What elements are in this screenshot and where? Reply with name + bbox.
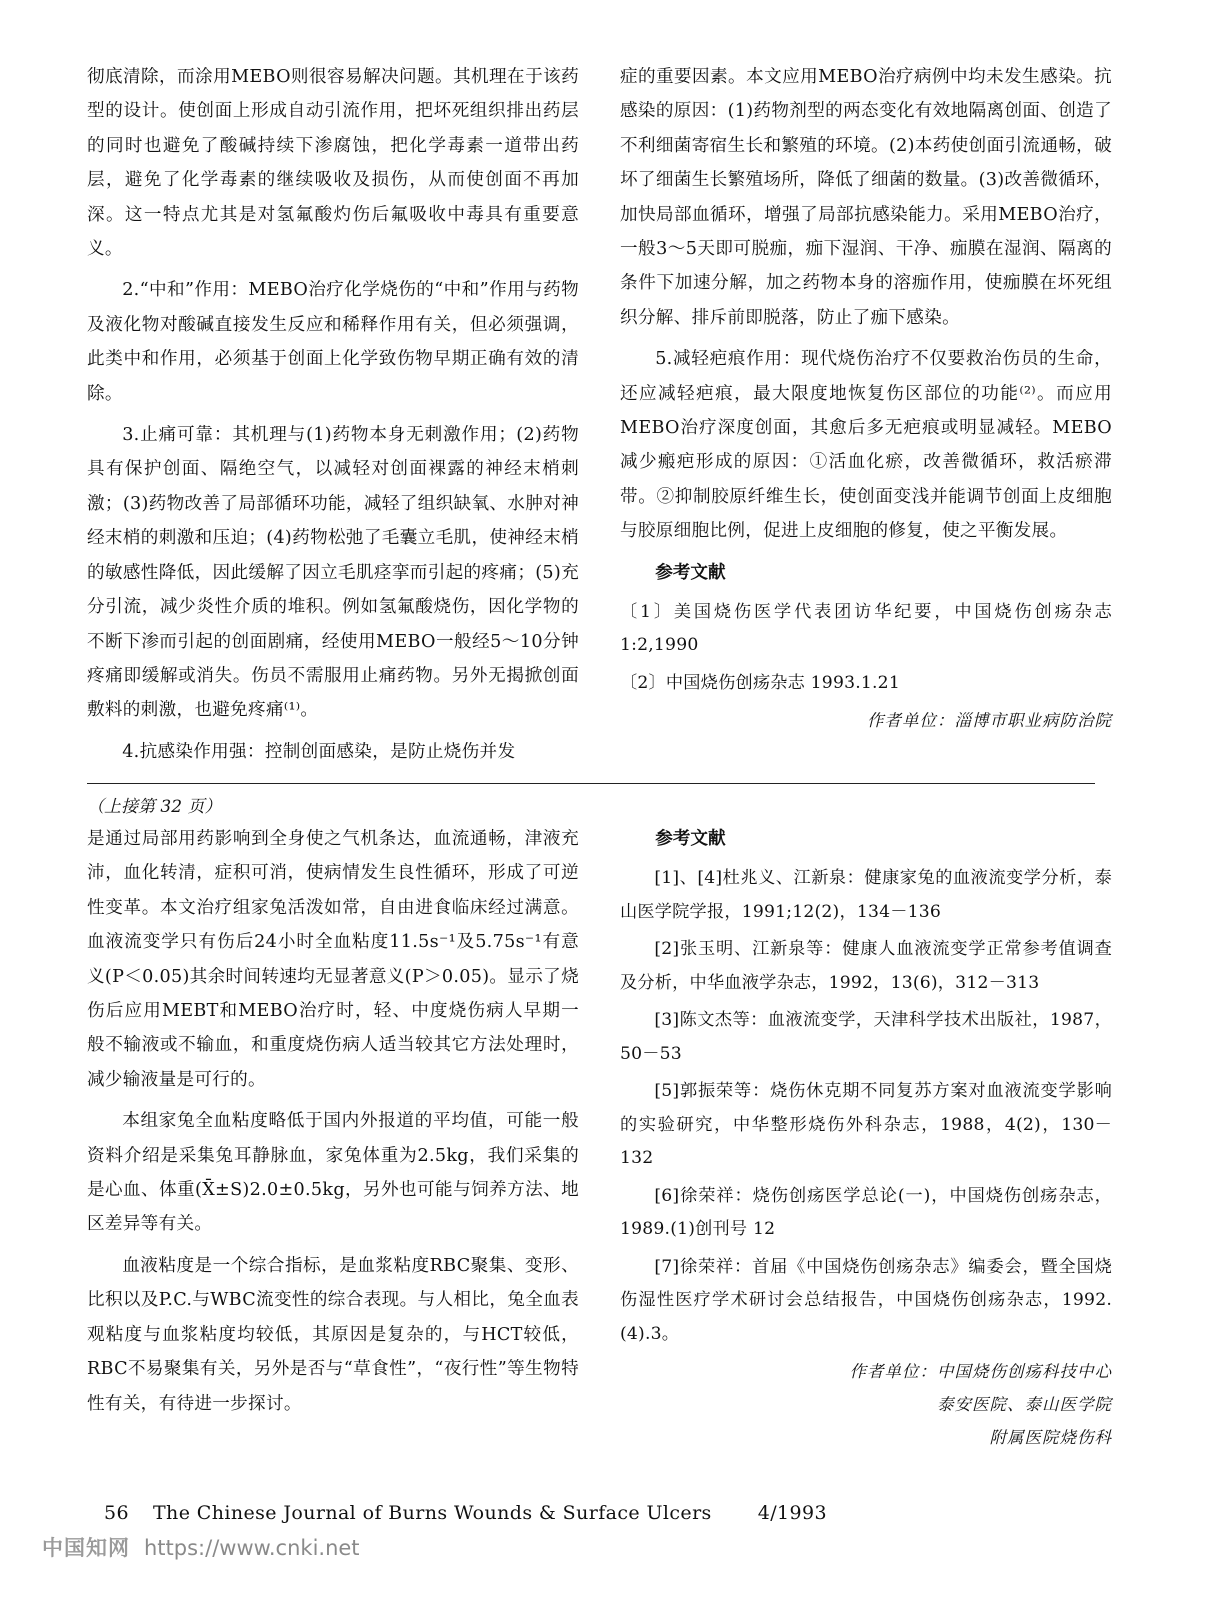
- cnki-watermark: [42, 1532, 360, 1562]
- reference-item: [7]徐荣祥：首届《中国烧伤创疡杂志》编委会，暨全国烧伤湿性医疗学术研讨会总结报告，中国烧伤创疡杂志，1992.(4).3。: [620, 1256, 1112, 1344]
- reference-item: [1]、[4]杜兆义、江新泉：健康家兔的血液流变学分析，泰山医学院学报，1991;12(2)，134－136: [620, 868, 1112, 922]
- top-left-column: [87, 60, 579, 776]
- page-footer: [104, 1502, 827, 1524]
- page-number: 56: [104, 1502, 129, 1524]
- reference-item: [6]徐荣祥：烧伤创疡医学总论(一)，中国烧伤创疡杂志，1989.(1)创刊号 12: [620, 1185, 1112, 1239]
- reference-item: [5]郭振荣等：烧伤休克期不同复苏方案对血液流变学影响的实验研究，中华整形烧伤外科杂志，1988，4(2)，130－132: [620, 1081, 1112, 1168]
- section-divider: [87, 783, 1095, 784]
- body-paragraph: 2.“中和”作用：MEBO治疗化学烧伤的“中和”作用与药物及液化物对酸碱直接发生反应和稀释作用有关，但必须强调，此类中和作用，必须基于创面上化学致伤物早期正确有效的清除。: [87, 280, 579, 404]
- references-heading: 参考文献: [655, 828, 726, 849]
- author-affiliation-line: 泰安医院、泰山医学院: [937, 1395, 1112, 1414]
- cnki-url[interactable]: https://www.cnki.net: [144, 1536, 360, 1560]
- top-right-column: [620, 60, 1112, 737]
- journal-name: The Chinese Journal of Burns Wounds & Surface Ulcers: [152, 1502, 712, 1524]
- bottom-right-column: [620, 822, 1112, 1454]
- body-paragraph: 3.止痛可靠：其机理与(1)药物本身无刺激作用；(2)药物具有保护创面、隔绝空气，以减轻对创面裸露的神经末梢刺激；(3)药物改善了局部循环功能，减轻了组织缺氧、水肿对神经末梢的刺激和压迫；(4)药物松弛了毛囊立毛肌，使神经末梢的敏感性降低，因此缓解了因立毛肌痉挛而引起的疼痛；(5)充分引流，减少炎性介质的堆积。例如氢氟酸烧伤，因化学物的不断下渗而引起的创面剧痛，经使用MEBO一般经5～10分钟疼痛即缓解或消失。伤员不需服用止痛药物。另外无揭掀创面敷料的刺激，也避免疼痛⁽¹⁾。: [87, 425, 579, 721]
- reference-item: [3]陈文杰等：血液流变学，天津科学技术出版社，1987，50－53: [620, 1010, 1112, 1064]
- author-affiliation: 作者单位：淄博市职业病防治院: [867, 711, 1112, 731]
- body-paragraph: 症的重要因素。本文应用MEBO治疗病例中均未发生感染。抗感染的原因：(1)药物剂型的两态变化有效地隔离创面、创造了不利细菌寄宿生长和繁殖的环境。(2)本药使创面引流通畅，破坏了细菌生长繁殖场所，降低了细菌的数量。(3)改善微循环，加快局部血循环，增强了局部抗感染能力。采用MEBO治疗，一般3～5天即可脱痂，痂下湿润、干净、痂膜在湿润、隔离的条件下加速分解，加之药物本身的溶痂作用，使痂膜在坏死组织分解、排斥前即脱落，防止了痂下感染。: [620, 67, 1112, 328]
- reference-item: [2]张玉明、江新泉等：健康人血液流变学正常参考值调查及分析，中华血液学杂志，1992，13(6)，312－313: [620, 939, 1112, 993]
- body-paragraph: 血液粘度是一个综合指标，是血浆粘度RBC聚集、变形、比积以及P.C.与WBC流变性的综合表现。与人相比，兔全血表观粘度与血浆粘度均较低，其原因是复杂的，与HCT较低，RBC不易聚集有关，另外是否与“草食性”，“夜行性”等生物特性有关，有待进一步探讨。: [87, 1255, 579, 1414]
- body-paragraph: 本组家兔全血粘度略低于国内外报道的平均值，可能一般资料介绍是采集兔耳静脉血，家兔体重为2.5kg，我们采集的是心血、体重(X̄±S)2.0±0.5kg，另外也可能与饲养方法、地区差异等有关。: [87, 1111, 579, 1235]
- bottom-left-column: [87, 792, 579, 1428]
- body-paragraph: 是通过局部用药影响到全身使之气机条达，血流通畅，津液充沛，血化转清，症积可消，使病情发生良性循环，形成了可逆性变革。本文治疗组家兔活泼如常，自由进食临床经过满意。血液流变学只有伤后24小时全血粘度11.5s⁻¹及5.75s⁻¹有意义(P＜0.05)其余时间转速均无显著意义(P＞0.05)。显示了烧伤后应用MEBT和MEBO治疗时，轻、中度烧伤病人早期一般不输液或不输血，和重度烧伤病人适当较其它方法处理时，减少输液量是可行的。: [87, 829, 579, 1090]
- cnki-logo: 中国知网: [42, 1536, 130, 1560]
- author-affiliation-line: 作者单位：中国烧伤创疡科技中心: [849, 1362, 1112, 1381]
- body-paragraph: 5.减轻疤痕作用：现代烧伤治疗不仅要救治伤员的生命，还应减轻疤痕，最大限度地恢复伤区部位的功能⁽²⁾。而应用MEBO治疗深度创面，其愈后多无疤痕或明显减轻。MEBO减少瘢疤形成的原因：①活血化瘀，改善微循环，救活瘀滞带。②抑制胶原纤维生长，使创面变浅并能调节创面上皮细胞与胶原细胞比例，促进上皮细胞的修复，使之平衡发展。: [620, 349, 1112, 542]
- continued-from-note: （上接第 32 页）: [87, 797, 222, 817]
- issue-number: 4/1993: [757, 1502, 827, 1524]
- references-heading: 参考文献: [655, 561, 726, 583]
- reference-item: 〔1〕美国烧伤医学代表团访华纪要，中国烧伤创疡杂志 1:2,1990: [620, 601, 1112, 656]
- author-affiliation-line: 附属医院烧伤科: [989, 1428, 1112, 1447]
- reference-item: 〔2〕中国烧伤创疡杂志 1993.1.21: [620, 672, 900, 693]
- body-paragraph: 彻底清除，而涂用MEBO则很容易解决问题。其机理在于该药型的设计。使创面上形成自动引流作用，把坏死组织排出药层的同时也避免了酸碱持续下渗腐蚀，把化学毒素一道带出药层，避免了化学毒素的继续吸收及损伤，从而使创面不再加深。这一特点尤其是对氢氟酸灼伤后氟吸收中毒具有重要意义。: [87, 67, 579, 260]
- body-paragraph: 4.抗感染作用强：控制创面感染，是防止烧伤并发: [122, 741, 516, 762]
